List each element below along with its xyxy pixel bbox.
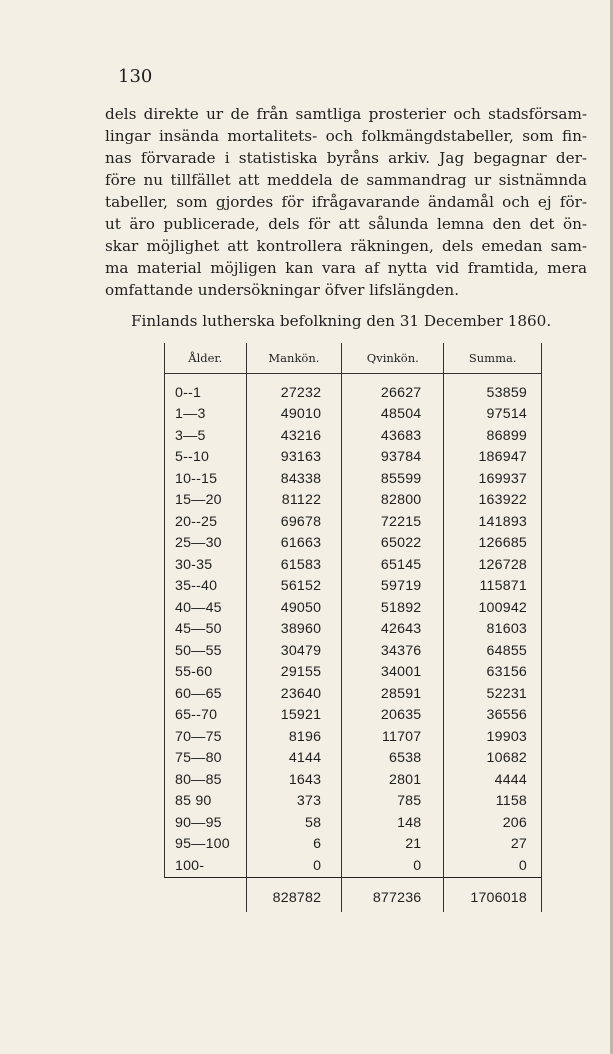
population-table-wrapper <box>164 343 542 912</box>
age-cell: 15—20 <box>165 490 247 512</box>
male-cell: 49010 <box>246 404 342 426</box>
paragraph-line: före nu tillfället att meddela de sammandrag ur sistnämnda <box>105 171 587 189</box>
paragraph-line: tabeller, som gjordes för ifrågavarande ändamål och ej för- <box>105 193 587 211</box>
female-cell: 43683 <box>342 425 444 447</box>
total-cell: 1158 <box>444 791 542 813</box>
total-cell: 36556 <box>444 705 542 727</box>
table-row <box>165 576 542 598</box>
totals-age-cell <box>165 877 247 912</box>
paragraph-line: ma material möjligen kan vara af nytta vid framtida, mera <box>105 259 587 277</box>
table-row <box>165 447 542 469</box>
female-cell: 42643 <box>342 619 444 641</box>
table-row <box>165 425 542 447</box>
age-cell: 95—100 <box>165 834 247 856</box>
total-cell: 186947 <box>444 447 542 469</box>
male-cell: 6 <box>246 834 342 856</box>
male-cell: 61663 <box>246 533 342 555</box>
total-cell: 126685 <box>444 533 542 555</box>
age-cell: 1—3 <box>165 404 247 426</box>
table-row <box>165 640 542 662</box>
table-row <box>165 511 542 533</box>
header-total: Summa. <box>444 343 542 374</box>
male-cell: 93163 <box>246 447 342 469</box>
female-cell: 28591 <box>342 683 444 705</box>
total-cell: 53859 <box>444 374 542 404</box>
total-cell: 206 <box>444 812 542 834</box>
table-row <box>165 468 542 490</box>
female-cell: 34001 <box>342 662 444 684</box>
age-cell: 45—50 <box>165 619 247 641</box>
totals-row <box>165 877 542 912</box>
male-cell: 49050 <box>246 597 342 619</box>
total-cell: 169937 <box>444 468 542 490</box>
male-cell: 38960 <box>246 619 342 641</box>
age-cell: 85 90 <box>165 791 247 813</box>
female-cell: 72215 <box>342 511 444 533</box>
total-cell: 141893 <box>444 511 542 533</box>
age-cell: 40—45 <box>165 597 247 619</box>
male-cell: 15921 <box>246 705 342 727</box>
table-row <box>165 855 542 877</box>
table-row <box>165 662 542 684</box>
female-cell: 34376 <box>342 640 444 662</box>
female-cell: 65145 <box>342 554 444 576</box>
age-cell: 80—85 <box>165 769 247 791</box>
total-cell: 4444 <box>444 769 542 791</box>
female-cell: 85599 <box>342 468 444 490</box>
paragraph-line: lingar insända mortalitets- och folkmängdstabeller, som fin- <box>105 127 587 145</box>
male-cell: 43216 <box>246 425 342 447</box>
total-cell: 27 <box>444 834 542 856</box>
totals-male: 828782 <box>246 877 342 912</box>
male-cell: 0 <box>246 855 342 877</box>
male-cell: 27232 <box>246 374 342 404</box>
table-row <box>165 726 542 748</box>
age-cell: 65--70 <box>165 705 247 727</box>
table-row <box>165 748 542 770</box>
total-cell: 10682 <box>444 748 542 770</box>
totals-sum: 1706018 <box>444 877 542 912</box>
table-row <box>165 769 542 791</box>
female-cell: 21 <box>342 834 444 856</box>
header-male: Mankön. <box>246 343 342 374</box>
female-cell: 93784 <box>342 447 444 469</box>
age-cell: 75—80 <box>165 748 247 770</box>
total-cell: 86899 <box>444 425 542 447</box>
total-cell: 97514 <box>444 404 542 426</box>
male-cell: 61583 <box>246 554 342 576</box>
table-row <box>165 404 542 426</box>
male-cell: 8196 <box>246 726 342 748</box>
male-cell: 69678 <box>246 511 342 533</box>
total-cell: 126728 <box>444 554 542 576</box>
table-body <box>165 374 542 878</box>
female-cell: 6538 <box>342 748 444 770</box>
age-cell: 10--15 <box>165 468 247 490</box>
paragraph-line: skar möjlighet att kontrollera räkningen, dels emedan sam- <box>105 237 587 255</box>
table-row <box>165 791 542 813</box>
paragraph-line: nas förvarade i statistiska byråns arkiv. Jag begagnar der- <box>105 149 587 167</box>
population-table <box>164 343 542 912</box>
age-cell: 35--40 <box>165 576 247 598</box>
table-row <box>165 597 542 619</box>
body-paragraph <box>105 103 587 301</box>
total-cell: 64855 <box>444 640 542 662</box>
age-cell: 100- <box>165 855 247 877</box>
table-row <box>165 619 542 641</box>
female-cell: 82800 <box>342 490 444 512</box>
female-cell: 2801 <box>342 769 444 791</box>
paragraph-line: dels direkte ur de från samtliga prosterier och stadsförsam- <box>105 105 587 123</box>
age-cell: 20--25 <box>165 511 247 533</box>
total-cell: 100942 <box>444 597 542 619</box>
header-age: Ålder. <box>165 343 247 374</box>
female-cell: 48504 <box>342 404 444 426</box>
age-cell: 25—30 <box>165 533 247 555</box>
male-cell: 23640 <box>246 683 342 705</box>
female-cell: 65022 <box>342 533 444 555</box>
table-row <box>165 683 542 705</box>
age-cell: 55-60 <box>165 662 247 684</box>
table-row <box>165 705 542 727</box>
total-cell: 63156 <box>444 662 542 684</box>
male-cell: 84338 <box>246 468 342 490</box>
total-cell: 52231 <box>444 683 542 705</box>
age-cell: 60—65 <box>165 683 247 705</box>
table-row <box>165 533 542 555</box>
male-cell: 4144 <box>246 748 342 770</box>
table-row <box>165 490 542 512</box>
table-header-row <box>165 343 542 374</box>
female-cell: 785 <box>342 791 444 813</box>
male-cell: 58 <box>246 812 342 834</box>
table-row <box>165 812 542 834</box>
male-cell: 30479 <box>246 640 342 662</box>
female-cell: 20635 <box>342 705 444 727</box>
female-cell: 0 <box>342 855 444 877</box>
female-cell: 148 <box>342 812 444 834</box>
total-cell: 163922 <box>444 490 542 512</box>
male-cell: 1643 <box>246 769 342 791</box>
age-cell: 3—5 <box>165 425 247 447</box>
age-cell: 70—75 <box>165 726 247 748</box>
table-row <box>165 834 542 856</box>
age-cell: 5--10 <box>165 447 247 469</box>
total-cell: 115871 <box>444 576 542 598</box>
total-cell: 19903 <box>444 726 542 748</box>
total-cell: 0 <box>444 855 542 877</box>
totals-female: 877236 <box>342 877 444 912</box>
table-title: Finlands lutherska befolkning den 31 December 1860. <box>131 312 552 330</box>
female-cell: 59719 <box>342 576 444 598</box>
male-cell: 373 <box>246 791 342 813</box>
male-cell: 81122 <box>246 490 342 512</box>
page-number: 130 <box>118 66 153 87</box>
total-cell: 81603 <box>444 619 542 641</box>
male-cell: 29155 <box>246 662 342 684</box>
paragraph-line: ut äro publicerade, dels för att sålunda lemna den det ön- <box>105 215 587 233</box>
paragraph-line: omfattande undersökningar öfver lifslängden. <box>105 281 460 299</box>
female-cell: 51892 <box>342 597 444 619</box>
age-cell: 30-35 <box>165 554 247 576</box>
age-cell: 0--1 <box>165 374 247 404</box>
female-cell: 26627 <box>342 374 444 404</box>
table-row <box>165 554 542 576</box>
age-cell: 50—55 <box>165 640 247 662</box>
table-row <box>165 374 542 404</box>
female-cell: 11707 <box>342 726 444 748</box>
age-cell: 90—95 <box>165 812 247 834</box>
header-female: Qvinkön. <box>342 343 444 374</box>
male-cell: 56152 <box>246 576 342 598</box>
